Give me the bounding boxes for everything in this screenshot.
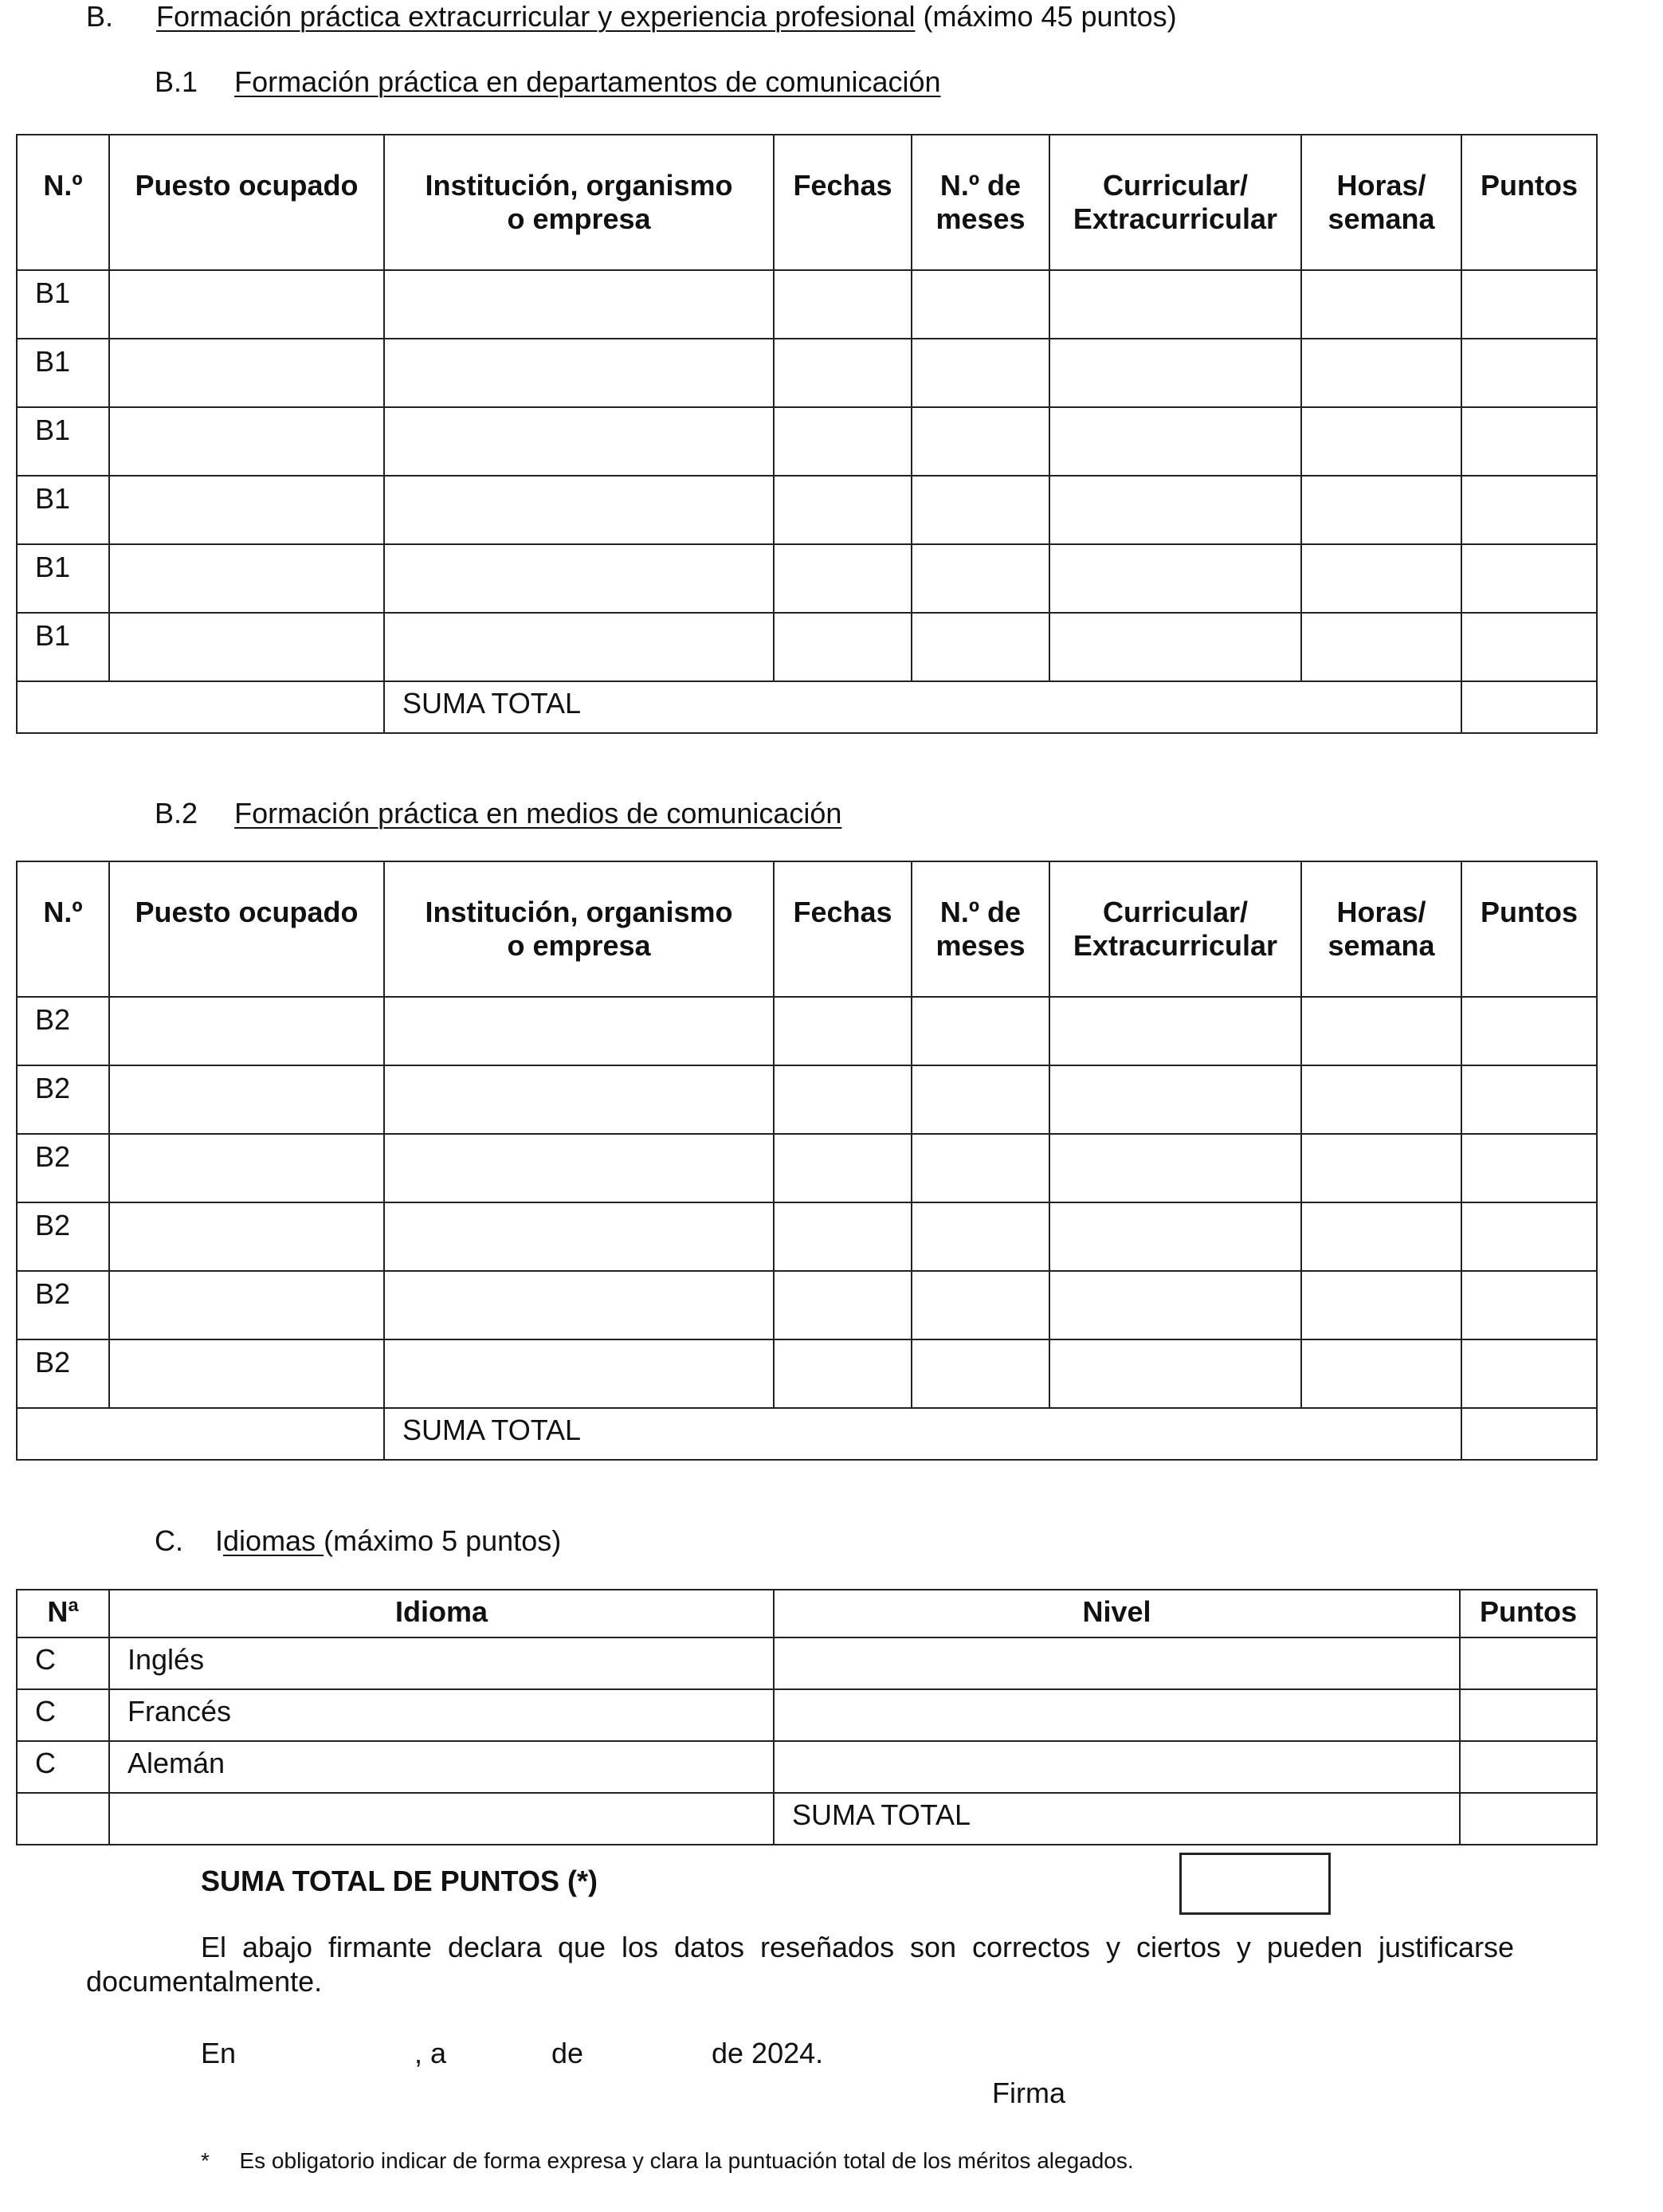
curricular-cell[interactable]: [1049, 1271, 1301, 1339]
section-c-letter: C.: [155, 1524, 183, 1557]
section-c-heading: [155, 1524, 561, 1558]
b2-table: [16, 861, 1598, 1461]
place-year: de 2024.: [712, 2037, 824, 2069]
fechas-cell[interactable]: [774, 997, 912, 1065]
fechas-cell[interactable]: [774, 407, 912, 476]
footnote: [201, 2148, 1134, 2174]
header-institucion-line2: o empresa: [507, 202, 651, 235]
fechas-cell[interactable]: [774, 1065, 912, 1134]
b1-total-row: [17, 681, 1597, 733]
horas-cell[interactable]: [1301, 544, 1461, 613]
b2-total-value-cell[interactable]: [1461, 1408, 1597, 1460]
total-empty-cell: [17, 681, 384, 733]
puesto-cell[interactable]: [109, 1134, 384, 1202]
row-code: C: [17, 1637, 109, 1689]
puntos-cell[interactable]: [1461, 476, 1597, 544]
idioma-cell: Francés: [109, 1689, 774, 1741]
header-curricular-line2: Extracurricular: [1073, 202, 1278, 235]
puesto-cell[interactable]: [109, 339, 384, 407]
b1-heading: [155, 65, 941, 99]
b1-code: B.1: [155, 65, 198, 98]
table-row: [17, 1065, 1597, 1134]
puntos-cell[interactable]: [1461, 1202, 1597, 1271]
header-meses: [912, 135, 1049, 270]
curricular-cell[interactable]: [1049, 1339, 1301, 1408]
table-row: [17, 1134, 1597, 1202]
grand-total-label: SUMA TOTAL DE PUNTOS (*): [201, 1865, 598, 1897]
nivel-cell[interactable]: [774, 1637, 1460, 1689]
header-meses-line2: meses: [935, 202, 1026, 235]
header-horas-line1: Horas/: [1336, 896, 1426, 928]
meses-cell[interactable]: [912, 1339, 1049, 1408]
table-row: [17, 613, 1597, 681]
horas-cell[interactable]: [1301, 997, 1461, 1065]
table-row: [17, 997, 1597, 1065]
fechas-cell[interactable]: [774, 1134, 912, 1202]
idiomas-total-value-cell[interactable]: [1460, 1793, 1597, 1845]
row-code: B2: [17, 1134, 109, 1202]
institucion-cell[interactable]: [384, 1065, 774, 1134]
horas-cell[interactable]: [1301, 476, 1461, 544]
table-row: [17, 1202, 1597, 1271]
header-curricular: [1049, 861, 1301, 997]
puntos-cell[interactable]: [1461, 339, 1597, 407]
puesto-cell[interactable]: [109, 997, 384, 1065]
fechas-cell[interactable]: [774, 613, 912, 681]
institucion-cell[interactable]: [384, 544, 774, 613]
meses-cell[interactable]: [912, 613, 1049, 681]
row-code: B2: [17, 1339, 109, 1408]
row-code: B1: [17, 476, 109, 544]
section-c-title: diomas: [223, 1524, 324, 1557]
b1-table: [16, 134, 1598, 734]
puesto-cell[interactable]: [109, 270, 384, 339]
meses-cell[interactable]: [912, 1065, 1049, 1134]
fechas-cell[interactable]: [774, 476, 912, 544]
meses-cell[interactable]: [912, 270, 1049, 339]
institucion-cell[interactable]: [384, 339, 774, 407]
header-puesto: Puesto ocupado: [109, 135, 384, 270]
row-code: C: [17, 1741, 109, 1793]
horas-cell[interactable]: [1301, 270, 1461, 339]
row-code: B2: [17, 1065, 109, 1134]
header-nivel: Nivel: [774, 1590, 1460, 1637]
footnote-star: *: [201, 2148, 210, 2173]
place-en: En: [201, 2037, 237, 2069]
header-horas-line2: semana: [1328, 202, 1435, 235]
header-curricular-line2: Extracurricular: [1073, 929, 1278, 962]
row-code: B1: [17, 270, 109, 339]
meses-cell[interactable]: [912, 1202, 1049, 1271]
b2-heading: [155, 797, 841, 830]
horas-cell[interactable]: [1301, 407, 1461, 476]
institucion-cell[interactable]: [384, 997, 774, 1065]
table-row: [17, 476, 1597, 544]
header-curricular-line1: Curricular/: [1102, 169, 1249, 202]
puesto-cell[interactable]: [109, 476, 384, 544]
puesto-cell[interactable]: [109, 1202, 384, 1271]
puesto-cell[interactable]: [109, 1271, 384, 1339]
fechas-cell[interactable]: [774, 339, 912, 407]
b2-total-row: [17, 1408, 1597, 1460]
header-meses-line1: N.º de: [939, 169, 1022, 202]
row-code: B1: [17, 613, 109, 681]
b2-total-label: SUMA TOTAL: [384, 1408, 1461, 1460]
section-c-title-prefix: I: [215, 1524, 224, 1557]
meses-cell[interactable]: [912, 544, 1049, 613]
section-b-max: (máximo 45 puntos): [923, 0, 1177, 33]
table-row: [17, 407, 1597, 476]
curricular-cell[interactable]: [1049, 1134, 1301, 1202]
puntos-cell[interactable]: [1461, 1065, 1597, 1134]
header-curricular-line1: Curricular/: [1102, 896, 1249, 928]
fechas-cell[interactable]: [774, 1271, 912, 1339]
row-code: B1: [17, 339, 109, 407]
institucion-cell[interactable]: [384, 613, 774, 681]
total-empty-cell: [17, 1793, 109, 1845]
horas-cell[interactable]: [1301, 1202, 1461, 1271]
idioma-cell: Alemán: [109, 1741, 774, 1793]
puesto-cell[interactable]: [109, 1339, 384, 1408]
meses-cell[interactable]: [912, 1271, 1049, 1339]
idiomas-header-row: [17, 1590, 1597, 1637]
puesto-cell[interactable]: [109, 613, 384, 681]
curricular-cell[interactable]: [1049, 407, 1301, 476]
header-institucion-line2: o empresa: [507, 929, 651, 962]
b2-title: Formación práctica en medios de comunicación: [234, 797, 842, 830]
header-num: N.º: [17, 135, 109, 270]
b1-title: Formación práctica en departamentos de comunicación: [234, 65, 941, 98]
puntos-cell[interactable]: [1461, 613, 1597, 681]
row-code: B2: [17, 1202, 109, 1271]
b2-code: B.2: [155, 797, 198, 830]
header-horas: [1301, 135, 1461, 270]
row-code: C: [17, 1689, 109, 1741]
header-curricular: [1049, 135, 1301, 270]
puesto-cell[interactable]: [109, 1065, 384, 1134]
header-horas: [1301, 861, 1461, 997]
curricular-cell[interactable]: [1049, 613, 1301, 681]
institucion-cell[interactable]: [384, 407, 774, 476]
b1-header-row: [17, 135, 1597, 270]
curricular-cell[interactable]: [1049, 339, 1301, 407]
header-meses-line2: meses: [935, 929, 1026, 962]
header-puntos: Puntos: [1460, 1590, 1597, 1637]
table-row: [17, 339, 1597, 407]
b1-total-label: SUMA TOTAL: [384, 681, 1461, 733]
header-horas-line2: semana: [1328, 929, 1435, 962]
declaration-line2: documentalmente.: [86, 1965, 323, 1998]
fechas-cell[interactable]: [774, 270, 912, 339]
header-institucion-line1: Institución, organismo: [425, 896, 733, 928]
total-empty-cell: [17, 1408, 384, 1460]
place-de: de: [551, 2037, 584, 2069]
section-b-heading: [86, 0, 1177, 33]
meses-cell[interactable]: [912, 997, 1049, 1065]
puntos-cell[interactable]: [1461, 1271, 1597, 1339]
header-fechas: Fechas: [774, 135, 912, 270]
institucion-cell[interactable]: [384, 1134, 774, 1202]
header-puntos: Puntos: [1461, 861, 1597, 997]
meses-cell[interactable]: [912, 476, 1049, 544]
header-institucion: [384, 861, 774, 997]
section-b-letter: B.: [86, 0, 114, 33]
b1-total-value-cell[interactable]: [1461, 681, 1597, 733]
section-c-max: (máximo 5 puntos): [324, 1524, 562, 1557]
footnote-text: Es obligatorio indicar de forma expresa y clara la puntuación total de los méritos alegados.: [239, 2148, 1134, 2173]
fechas-cell[interactable]: [774, 544, 912, 613]
idiomas-total-label: SUMA TOTAL: [774, 1793, 1460, 1845]
table-row: [17, 1741, 1597, 1793]
table-row: [17, 1637, 1597, 1689]
declaration-line1: El abajo firmante declara que los datos reseñados son correctos y ciertos y pueden justificarse: [201, 1931, 1514, 1963]
meses-cell[interactable]: [912, 407, 1049, 476]
header-meses-line1: N.º de: [939, 896, 1022, 928]
row-code: B1: [17, 407, 109, 476]
curricular-cell[interactable]: [1049, 270, 1301, 339]
horas-cell[interactable]: [1301, 1065, 1461, 1134]
puesto-cell[interactable]: [109, 407, 384, 476]
header-horas-line1: Horas/: [1336, 169, 1426, 202]
header-fechas: Fechas: [774, 861, 912, 997]
curricular-cell[interactable]: [1049, 997, 1301, 1065]
curricular-cell[interactable]: [1049, 1202, 1301, 1271]
puntos-cell[interactable]: [1461, 544, 1597, 613]
table-row: [17, 1689, 1597, 1741]
grand-total-box[interactable]: [1179, 1853, 1331, 1915]
table-row: [17, 1271, 1597, 1339]
fechas-cell[interactable]: [774, 1202, 912, 1271]
place-a: , a: [414, 2037, 447, 2069]
curricular-cell[interactable]: [1049, 476, 1301, 544]
institucion-cell[interactable]: [384, 1271, 774, 1339]
idiomas-total-row: [17, 1793, 1597, 1845]
puesto-cell[interactable]: [109, 544, 384, 613]
institucion-cell[interactable]: [384, 476, 774, 544]
header-num: Nª: [17, 1590, 109, 1637]
fechas-cell[interactable]: [774, 1339, 912, 1408]
horas-cell[interactable]: [1301, 613, 1461, 681]
puntos-cell[interactable]: [1461, 407, 1597, 476]
horas-cell[interactable]: [1301, 339, 1461, 407]
idiomas-table: [16, 1589, 1598, 1845]
puntos-cell[interactable]: [1460, 1741, 1597, 1793]
signature-label: Firma: [992, 2077, 1065, 2109]
header-idioma: Idioma: [109, 1590, 774, 1637]
nivel-cell[interactable]: [774, 1741, 1460, 1793]
horas-cell[interactable]: [1301, 1271, 1461, 1339]
idioma-cell: Inglés: [109, 1637, 774, 1689]
puntos-cell[interactable]: [1461, 270, 1597, 339]
curricular-cell[interactable]: [1049, 1065, 1301, 1134]
institucion-cell[interactable]: [384, 1202, 774, 1271]
header-puesto: Puesto ocupado: [109, 861, 384, 997]
puntos-cell[interactable]: [1460, 1689, 1597, 1741]
nivel-cell[interactable]: [774, 1689, 1460, 1741]
horas-cell[interactable]: [1301, 1339, 1461, 1408]
header-num: N.º: [17, 861, 109, 997]
puntos-cell[interactable]: [1461, 997, 1597, 1065]
row-code: B2: [17, 997, 109, 1065]
meses-cell[interactable]: [912, 339, 1049, 407]
total-empty-cell: [109, 1793, 774, 1845]
curricular-cell[interactable]: [1049, 544, 1301, 613]
row-code: B1: [17, 544, 109, 613]
header-institucion: [384, 135, 774, 270]
row-code: B2: [17, 1271, 109, 1339]
table-row: [17, 270, 1597, 339]
header-institucion-line1: Institución, organismo: [425, 169, 733, 202]
table-row: [17, 544, 1597, 613]
header-puntos: Puntos: [1461, 135, 1597, 270]
puntos-cell[interactable]: [1460, 1637, 1597, 1689]
horas-cell[interactable]: [1301, 1134, 1461, 1202]
institucion-cell[interactable]: [384, 270, 774, 339]
puntos-cell[interactable]: [1461, 1134, 1597, 1202]
section-b-title: Formación práctica extracurricular y experiencia profesional: [156, 0, 916, 33]
b2-header-row: [17, 861, 1597, 997]
table-row: [17, 1339, 1597, 1408]
meses-cell[interactable]: [912, 1134, 1049, 1202]
puntos-cell[interactable]: [1461, 1339, 1597, 1408]
header-meses: [912, 861, 1049, 997]
institucion-cell[interactable]: [384, 1339, 774, 1408]
